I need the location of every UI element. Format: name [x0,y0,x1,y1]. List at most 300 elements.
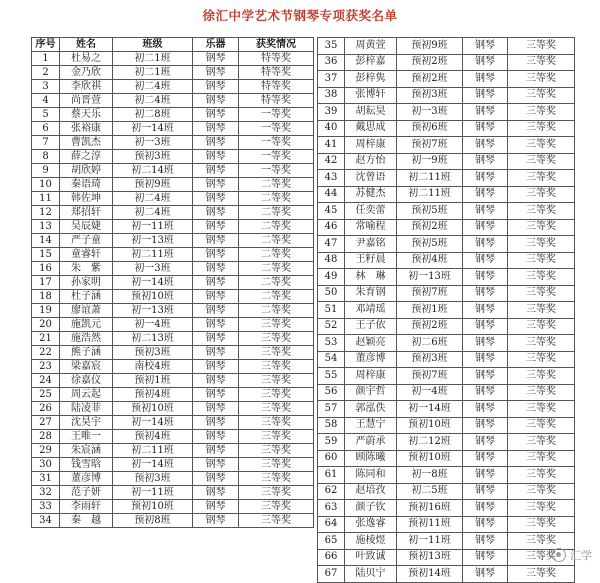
table-row [32,346,314,360]
cell-instrument: 钢琴 [463,500,508,517]
cell-name: 尹嘉铭 [345,236,397,253]
cell-number: 64 [318,516,345,533]
table-row [318,533,575,550]
table-row [32,248,314,262]
cell-name: 杜易之 [60,52,113,66]
cell-instrument: 钢琴 [193,290,239,304]
cell-name: 周梓康 [345,368,397,385]
cell-instrument: 钢琴 [193,360,239,374]
cell-number: 35 [318,38,345,55]
cell-award: 三等奖 [508,467,575,484]
table-row [32,290,314,304]
cell-name: 颜子钦 [345,500,397,517]
cell-name: 杜子涵 [60,290,113,304]
cell-award: 特等奖 [239,80,314,94]
cell-instrument: 钢琴 [193,66,239,80]
table-row [318,318,575,335]
cell-award: 三等奖 [508,186,575,203]
cell-award: 二等奖 [239,206,314,220]
cell-number: 49 [318,269,345,286]
table-row [318,153,575,170]
cell-number: 30 [32,458,60,472]
cell-number: 56 [318,384,345,401]
cell-award: 三等奖 [508,219,575,236]
table-row [32,66,314,80]
table-row [318,302,575,319]
cell-award: 二等奖 [239,220,314,234]
table-row [32,150,314,164]
cell-name: 赵方怡 [345,153,397,170]
cell-name: 熊子涵 [60,346,113,360]
cell-number: 16 [32,262,60,276]
table-row [32,94,314,108]
cell-name: 童睿轩 [60,248,113,262]
cell-instrument: 钢琴 [193,444,239,458]
header-award: 获奖情况 [239,38,314,52]
cell-instrument: 钢琴 [463,549,508,566]
table-row [32,318,314,332]
table-row [318,269,575,286]
cell-award: 三等奖 [239,444,314,458]
cell-instrument: 钢琴 [463,186,508,203]
cell-number: 3 [32,80,60,94]
cell-number: 55 [318,368,345,385]
cell-name: 秦 越 [60,514,113,528]
cell-class: 初一14班 [113,416,193,430]
cell-class: 预初5班 [397,203,463,220]
table-row [32,192,314,206]
cell-name: 蔡天乐 [60,108,113,122]
cell-number: 5 [32,108,60,122]
cell-instrument: 钢琴 [463,302,508,319]
cell-class: 初二11班 [397,186,463,203]
table-row [32,444,314,458]
cell-instrument: 钢琴 [193,178,239,192]
table-row [32,332,314,346]
cell-instrument: 钢琴 [193,388,239,402]
cell-number: 44 [318,186,345,203]
header-class: 班级 [113,38,193,52]
cell-instrument: 钢琴 [193,276,239,290]
cell-number: 59 [318,434,345,451]
cell-name: 严蔚承 [345,434,397,451]
cell-award: 二等奖 [239,290,314,304]
table-row [32,234,314,248]
cell-award: 三等奖 [239,416,314,430]
cell-award: 三等奖 [508,401,575,418]
cell-award: 二等奖 [239,234,314,248]
cell-class: 预初10班 [113,402,193,416]
table-row [318,87,575,104]
cell-number: 4 [32,94,60,108]
cell-name: 董彦博 [345,351,397,368]
cell-number: 34 [32,514,60,528]
cell-name: 胡耘昊 [345,104,397,121]
cell-number: 21 [32,332,60,346]
cell-award: 二等奖 [239,304,314,318]
cell-instrument: 钢琴 [463,219,508,236]
cell-instrument: 钢琴 [463,516,508,533]
table-row [318,54,575,71]
table-row [32,262,314,276]
cell-name: 范子妍 [60,486,113,500]
cell-instrument: 钢琴 [193,318,239,332]
cell-instrument: 钢琴 [463,252,508,269]
table-header-row [32,38,314,52]
cell-name: 戴思成 [345,120,397,137]
cell-award: 二等奖 [239,178,314,192]
cell-instrument: 钢琴 [463,351,508,368]
cell-name: 严子童 [60,234,113,248]
cell-number: 17 [32,276,60,290]
cell-class: 初二14班 [113,164,193,178]
cell-award: 三等奖 [239,360,314,374]
cell-number: 28 [32,430,60,444]
cell-award: 特等奖 [239,52,314,66]
table-row [32,122,314,136]
cell-name: 苏健杰 [345,186,397,203]
cell-number: 46 [318,219,345,236]
cell-class: 预初2班 [397,219,463,236]
table-row [32,374,314,388]
cell-name: 张逸睿 [345,516,397,533]
cell-name: 周黄萱 [345,38,397,55]
cell-class: 预初2班 [397,318,463,335]
cell-award: 特等奖 [239,66,314,80]
cell-name: 施棱煜 [345,533,397,550]
cell-number: 63 [318,500,345,517]
table-row [318,566,575,583]
table-row [32,430,314,444]
cell-class: 初一14班 [397,401,463,418]
table-row [32,136,314,150]
cell-instrument: 钢琴 [463,87,508,104]
cell-instrument: 钢琴 [193,332,239,346]
cell-name: 钱雪晗 [60,458,113,472]
cell-instrument: 钢琴 [463,368,508,385]
cell-number: 67 [318,566,345,583]
cell-name: 颜宇哲 [345,384,397,401]
cell-award: 三等奖 [508,87,575,104]
cell-instrument: 钢琴 [193,234,239,248]
cell-number: 45 [318,203,345,220]
cell-name: 金乃欣 [60,66,113,80]
cell-award: 三等奖 [239,318,314,332]
cell-number: 38 [318,87,345,104]
table-row [318,186,575,203]
cell-class: 预初3班 [397,351,463,368]
cell-class: 预初2班 [397,71,463,88]
cell-class: 初一3班 [397,104,463,121]
cell-class: 预初10班 [397,450,463,467]
cell-instrument: 钢琴 [463,450,508,467]
cell-instrument: 钢琴 [193,164,239,178]
cell-name: 曹凯杰 [60,136,113,150]
cell-instrument: 钢琴 [193,514,239,528]
table-row [32,178,314,192]
table-row [318,104,575,121]
cell-class: 初二8班 [113,108,193,122]
cell-name: 梁嘉宸 [60,360,113,374]
cell-number: 24 [32,374,60,388]
cell-award: 三等奖 [508,368,575,385]
table-row [32,472,314,486]
cell-instrument: 钢琴 [193,416,239,430]
cell-number: 50 [318,285,345,302]
cell-number: 37 [318,71,345,88]
table-row [318,38,575,55]
cell-number: 29 [32,444,60,458]
cell-name: 彭梓隽 [345,71,397,88]
cell-award: 三等奖 [508,500,575,517]
table-row [318,285,575,302]
cell-name: 孙家明 [60,276,113,290]
cell-number: 48 [318,252,345,269]
cell-award: 三等奖 [508,203,575,220]
table-row [32,402,314,416]
cell-class: 预初11班 [397,516,463,533]
table-row [318,170,575,187]
table-row [318,401,575,418]
header-instrument: 乐器 [193,38,239,52]
table-row [32,206,314,220]
table-row [318,137,575,154]
cell-award: 三等奖 [508,533,575,550]
table-row [318,351,575,368]
cell-name: 王唯一 [60,430,113,444]
cell-class: 预初1班 [397,302,463,319]
cell-class: 初二4班 [113,206,193,220]
watermark-text: 汇学 [570,549,592,562]
cell-class: 预初9班 [397,38,463,55]
cell-name: 张裕康 [60,122,113,136]
cell-number: 57 [318,401,345,418]
cell-class: 初二11班 [113,444,193,458]
table-row [318,450,575,467]
table-row [318,483,575,500]
cell-number: 53 [318,335,345,352]
cell-name: 周云起 [60,388,113,402]
cell-class: 初一13班 [113,304,193,318]
cell-name: 吴辰婕 [60,220,113,234]
cell-instrument: 钢琴 [463,533,508,550]
cell-number: 8 [32,150,60,164]
cell-award: 三等奖 [239,486,314,500]
cell-instrument: 钢琴 [193,500,239,514]
cell-class: 预初7班 [397,285,463,302]
cell-instrument: 钢琴 [193,192,239,206]
cell-number: 11 [32,192,60,206]
table-row [32,52,314,66]
cell-class: 预初10班 [397,417,463,434]
table-row [318,219,575,236]
cell-instrument: 钢琴 [193,486,239,500]
cell-number: 15 [32,248,60,262]
cell-instrument: 钢琴 [193,472,239,486]
cell-class: 预初3班 [397,87,463,104]
cell-award: 三等奖 [508,384,575,401]
cell-class: 初一14班 [113,458,193,472]
cell-class: 预初4班 [113,430,193,444]
cell-instrument: 钢琴 [463,170,508,187]
cell-award: 三等奖 [508,71,575,88]
cell-number: 1 [32,52,60,66]
cell-award: 三等奖 [508,137,575,154]
cell-number: 66 [318,549,345,566]
cell-award: 三等奖 [239,458,314,472]
cell-class: 初二1班 [113,66,193,80]
cell-instrument: 钢琴 [193,402,239,416]
watermark [552,547,592,563]
table-row [318,417,575,434]
table-row [32,360,314,374]
cell-instrument: 钢琴 [193,136,239,150]
table-row [32,108,314,122]
cell-class: 初一3班 [113,136,193,150]
table-row [32,514,314,528]
cell-instrument: 钢琴 [463,54,508,71]
cell-award: 三等奖 [239,514,314,528]
cell-award: 三等奖 [239,430,314,444]
table-row [318,434,575,451]
wechat-icon [552,548,566,562]
cell-class: 初一8班 [397,467,463,484]
cell-number: 39 [318,104,345,121]
cell-class: 初一14班 [113,276,193,290]
cell-number: 7 [32,136,60,150]
cell-class: 初二4班 [113,94,193,108]
cell-class: 初二5班 [397,483,463,500]
cell-award: 三等奖 [239,402,314,416]
cell-class: 预初7班 [397,137,463,154]
cell-number: 43 [318,170,345,187]
cell-number: 9 [32,164,60,178]
table-row [32,304,314,318]
cell-award: 三等奖 [508,549,575,566]
cell-award: 一等奖 [239,122,314,136]
cell-class: 初一11班 [113,220,193,234]
cell-number: 54 [318,351,345,368]
table-row [318,549,575,566]
table-row [318,236,575,253]
cell-class: 初二11班 [113,248,193,262]
cell-number: 10 [32,178,60,192]
cell-number: 41 [318,137,345,154]
cell-class: 初一4班 [113,318,193,332]
table-row [318,335,575,352]
table-row [318,71,575,88]
table-row [32,80,314,94]
cell-number: 42 [318,153,345,170]
cell-number: 65 [318,533,345,550]
cell-name: 王慧宁 [345,417,397,434]
cell-class: 初一11班 [113,486,193,500]
cell-instrument: 钢琴 [463,203,508,220]
cell-instrument: 钢琴 [193,374,239,388]
cell-name: 施浩然 [60,332,113,346]
table-row [32,388,314,402]
cell-number: 40 [318,120,345,137]
cell-class: 初一11班 [397,533,463,550]
cell-number: 6 [32,122,60,136]
cell-class: 初二1班 [113,52,193,66]
cell-class: 预初3班 [113,150,193,164]
cell-name: 周梓康 [345,137,397,154]
table-row [318,368,575,385]
cell-name: 韩佐坤 [60,192,113,206]
cell-instrument: 钢琴 [193,122,239,136]
cell-award: 三等奖 [239,388,314,402]
cell-award: 三等奖 [508,483,575,500]
cell-number: 51 [318,302,345,319]
cell-award: 一等奖 [239,150,314,164]
cell-name: 林 琳 [345,269,397,286]
cell-name: 陆凌菲 [60,402,113,416]
cell-name: 董彦博 [60,472,113,486]
cell-instrument: 钢琴 [193,206,239,220]
cell-instrument: 钢琴 [463,417,508,434]
cell-instrument: 钢琴 [193,262,239,276]
cell-award: 一等奖 [239,164,314,178]
table-row [32,416,314,430]
cell-class: 预初8班 [113,514,193,528]
cell-number: 14 [32,234,60,248]
cell-instrument: 钢琴 [463,318,508,335]
cell-class: 预初14班 [397,566,463,583]
cell-class: 预初9班 [113,178,193,192]
cell-name: 施凯元 [60,318,113,332]
cell-class: 预初10班 [113,290,193,304]
cell-name: 李欣祺 [60,80,113,94]
cell-award: 一等奖 [239,108,314,122]
cell-number: 18 [32,290,60,304]
cell-class: 初二11班 [397,170,463,187]
cell-instrument: 钢琴 [463,434,508,451]
cell-number: 47 [318,236,345,253]
cell-name: 任奕蕾 [345,203,397,220]
cell-name: 郭泓佚 [345,401,397,418]
table-row [318,516,575,533]
cell-instrument: 钢琴 [193,150,239,164]
cell-name: 赵颖亮 [345,335,397,352]
cell-number: 60 [318,450,345,467]
header-name: 姓名 [60,38,113,52]
cell-instrument: 钢琴 [463,269,508,286]
cell-number: 31 [32,472,60,486]
cell-number: 52 [318,318,345,335]
cell-name: 赵培孜 [345,483,397,500]
cell-award: 三等奖 [508,302,575,319]
cell-name: 朱 紫 [60,262,113,276]
cell-award: 特等奖 [239,94,314,108]
cell-class: 预初4班 [113,388,193,402]
cell-award: 三等奖 [508,417,575,434]
cell-instrument: 钢琴 [463,285,508,302]
cell-class: 初一3班 [113,262,193,276]
cell-instrument: 钢琴 [463,137,508,154]
cell-name: 秦语琦 [60,178,113,192]
cell-instrument: 钢琴 [193,80,239,94]
cell-name: 陆贝宁 [345,566,397,583]
cell-class: 初一13班 [113,234,193,248]
cell-award: 三等奖 [508,351,575,368]
cell-name: 张博轩 [345,87,397,104]
cell-name: 薛之淳 [60,150,113,164]
cell-award: 二等奖 [239,276,314,290]
cell-number: 36 [318,54,345,71]
cell-class: 初二13班 [113,332,193,346]
table-row [32,164,314,178]
